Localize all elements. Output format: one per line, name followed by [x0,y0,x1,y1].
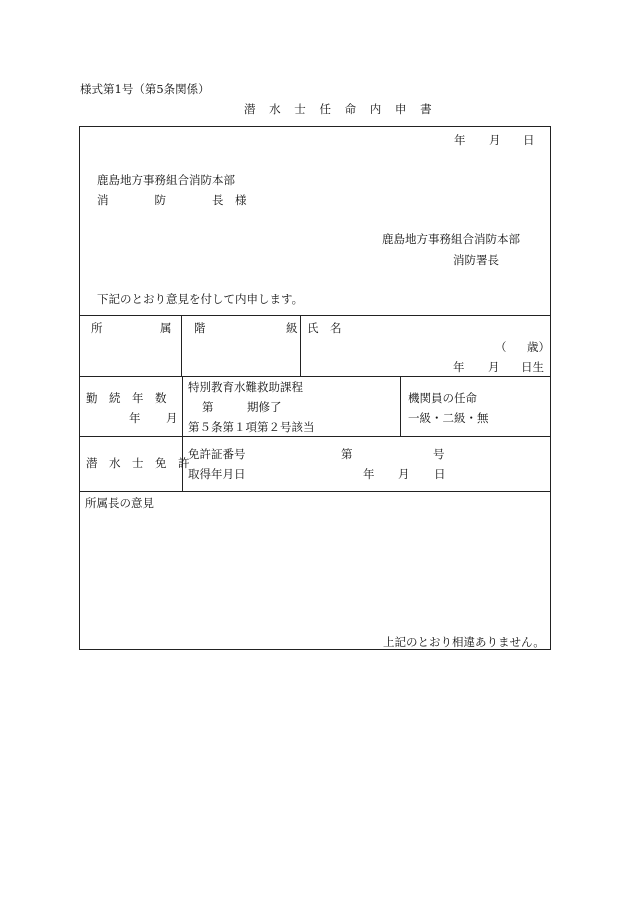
license-dai: 第 [341,447,353,461]
divider-col-label [182,376,183,491]
age-open: （ [495,340,507,354]
addressee-chief: 消 防 長 様 [97,193,247,207]
license-go: 号 [433,447,445,461]
service-label: 勤 続 年 数 [86,391,167,405]
course-term-suffix: 期修了 [247,400,282,414]
application-form [79,126,551,650]
document-title: 潜 水 士 任 命 内 申 書 [244,102,437,116]
divider-col-engineer [400,376,401,436]
certification-text: 上記のとおり相違ありません。 [383,635,545,649]
date-year: 年 [454,133,466,147]
course-term-prefix: 第 [202,400,214,414]
intro-text: 下記のとおり意見を付して内申します。 [97,292,304,306]
date-day: 日 [523,133,535,147]
sender-title: 消防署長 [453,253,499,267]
service-year: 年 [129,411,141,425]
opinion-label: 所属長の意見 [85,496,154,510]
rank-label: 階 級 [194,321,298,335]
course-name: 特別教育水難救助課程 [188,380,303,394]
divider-header [80,315,550,316]
birth-day: 日生 [521,360,544,374]
service-month: 月 [166,411,178,425]
license-number-label: 免許証番号 [188,447,246,461]
date-month: 月 [489,133,501,147]
divider-row2 [80,436,550,437]
divider-col-affiliation [181,315,182,376]
divider-row3 [80,491,550,492]
license-label: 潜 水 士 免 許 [86,456,190,470]
birth-month: 月 [488,360,500,374]
birth-year: 年 [453,360,465,374]
sender-org: 鹿島地方事務組合消防本部 [382,232,520,246]
engineer-options: 一級・二級・無 [408,411,489,425]
name-label: 氏 名 [307,321,342,335]
age-unit: 歳） [527,340,550,354]
acquired-month: 月 [398,467,410,481]
form-number: 様式第1号（第5条関係） [80,82,210,96]
divider-row1 [80,376,550,377]
acquired-year: 年 [363,467,375,481]
acquired-day: 日 [434,467,446,481]
acquired-date-label: 取得年月日 [188,467,246,481]
affiliation-label: 所 属 [91,321,172,335]
engineer-label: 機関員の任命 [408,391,477,405]
addressee-org: 鹿島地方事務組合消防本部 [97,173,235,187]
applicable-clause: 第５条第１項第２号該当 [188,420,315,434]
divider-col-rank [300,315,301,376]
